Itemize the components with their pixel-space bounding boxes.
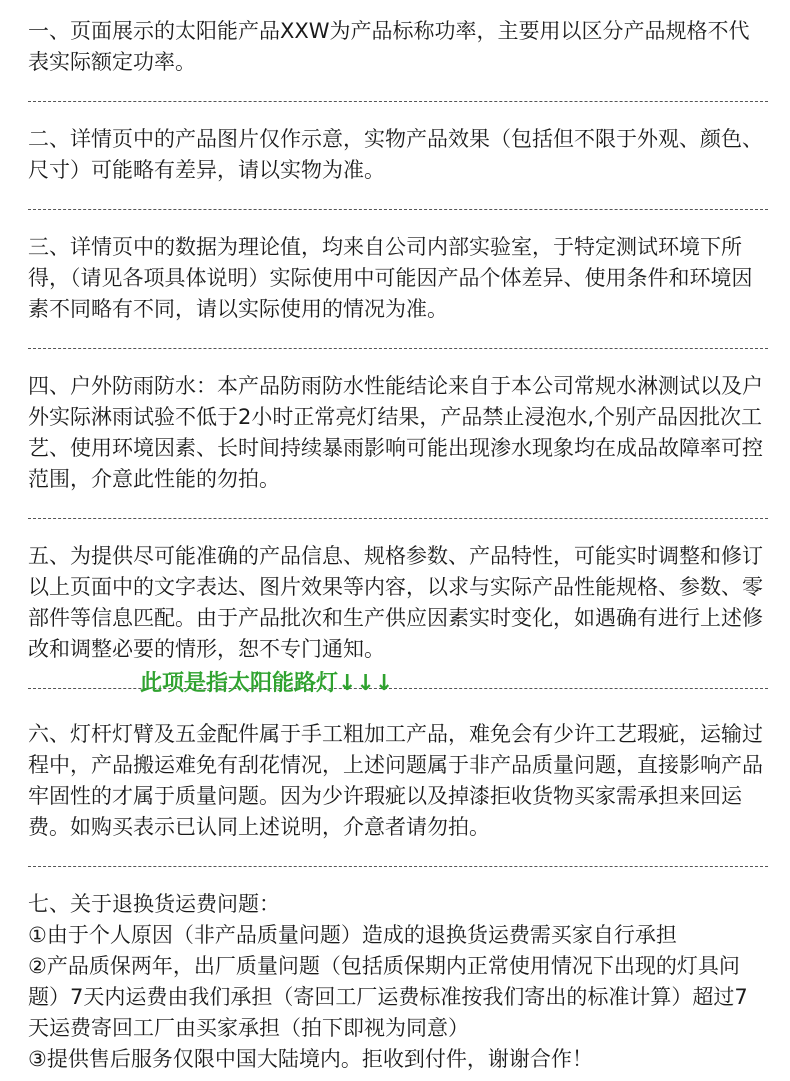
section-7 <box>28 889 768 1075</box>
section-3-text: 三、详情页中的数据为理论值，均来自公司内部实验室，于特定测试环境下所得，（请见各项具体说明）实际使用中可能因产品个体差异、使用条件和环境因素不同略有不同，请以实际使用的情况为准。 <box>28 235 753 321</box>
dashed-divider <box>28 688 768 689</box>
dashed-divider <box>28 348 768 349</box>
disclaimer-document <box>28 16 768 1075</box>
dashed-divider <box>28 101 768 102</box>
dashed-divider <box>28 209 768 210</box>
section-7-item-1: ①由于个人原因（非产品质量问题）造成的退换货运费需买家自行承担 <box>28 923 677 947</box>
dashed-divider <box>28 866 768 867</box>
dashed-divider <box>28 518 768 519</box>
section-7-item-2: ②产品质保两年，出厂质量问题（包括质保期内正常使用情况下出现的灯具问题）7天内运费由我们承担（寄回工厂运费标准按我们寄出的标准计算）超过7天运费寄回工厂由买家承担（拍下即视为同意） <box>28 954 748 1040</box>
section-4-text: 四、户外防雨防水：本产品防雨防水性能结论来自于本公司常规水淋测试以及户外实际淋雨试验不低于2小时正常亮灯结果，产品禁止浸泡水,个别产品因批次工艺、使用环境因素、长时间持续暴雨影响可能出现渗水现象均在成品故障率可控范围，介意此性能的勿拍。 <box>28 374 763 491</box>
section-1-text: 一、页面展示的太阳能产品XXW为产品标称功率，主要用以区分产品规格不代表实际额定功率。 <box>28 19 750 74</box>
section-7-heading: 七、关于退换货运费问题： <box>28 892 280 916</box>
section-6-text: 六、灯杆灯臂及五金配件属于手工粗加工产品，难免会有少许工艺瑕疵，运输过程中，产品搬运难免有刮花情况，上述问题属于非产品质量问题，直接影响产品牢固性的才属于质量问题。因为少许瑕疵以及掉漆拒收货物买家需承担来回运费。如购买表示已认同上述说明，介意者请勿拍。 <box>28 722 763 839</box>
section-5-text: 五、为提供尽可能准确的产品信息、规格参数、产品特性，可能实时调整和修订以上页面中的文字表达、图片效果等内容，以求与实际产品性能规格、参数、零部件等信息匹配。由于产品批次和生产供应因素实时变化，如遇确有进行上述修改和调整必要的情形，恕不专门通知。 <box>28 544 763 661</box>
street-light-note: 此项是指太阳能路灯↓↓↓ <box>140 671 394 696</box>
section-7-item-3: ③提供售后服务仅限中国大陆境内。拒收到付件，谢谢合作！ <box>28 1047 593 1071</box>
section-2-text: 二、详情页中的产品图片仅作示意，实物产品效果（包括但不限于外观、颜色、尺寸）可能略有差异，请以实物为准。 <box>28 127 763 182</box>
